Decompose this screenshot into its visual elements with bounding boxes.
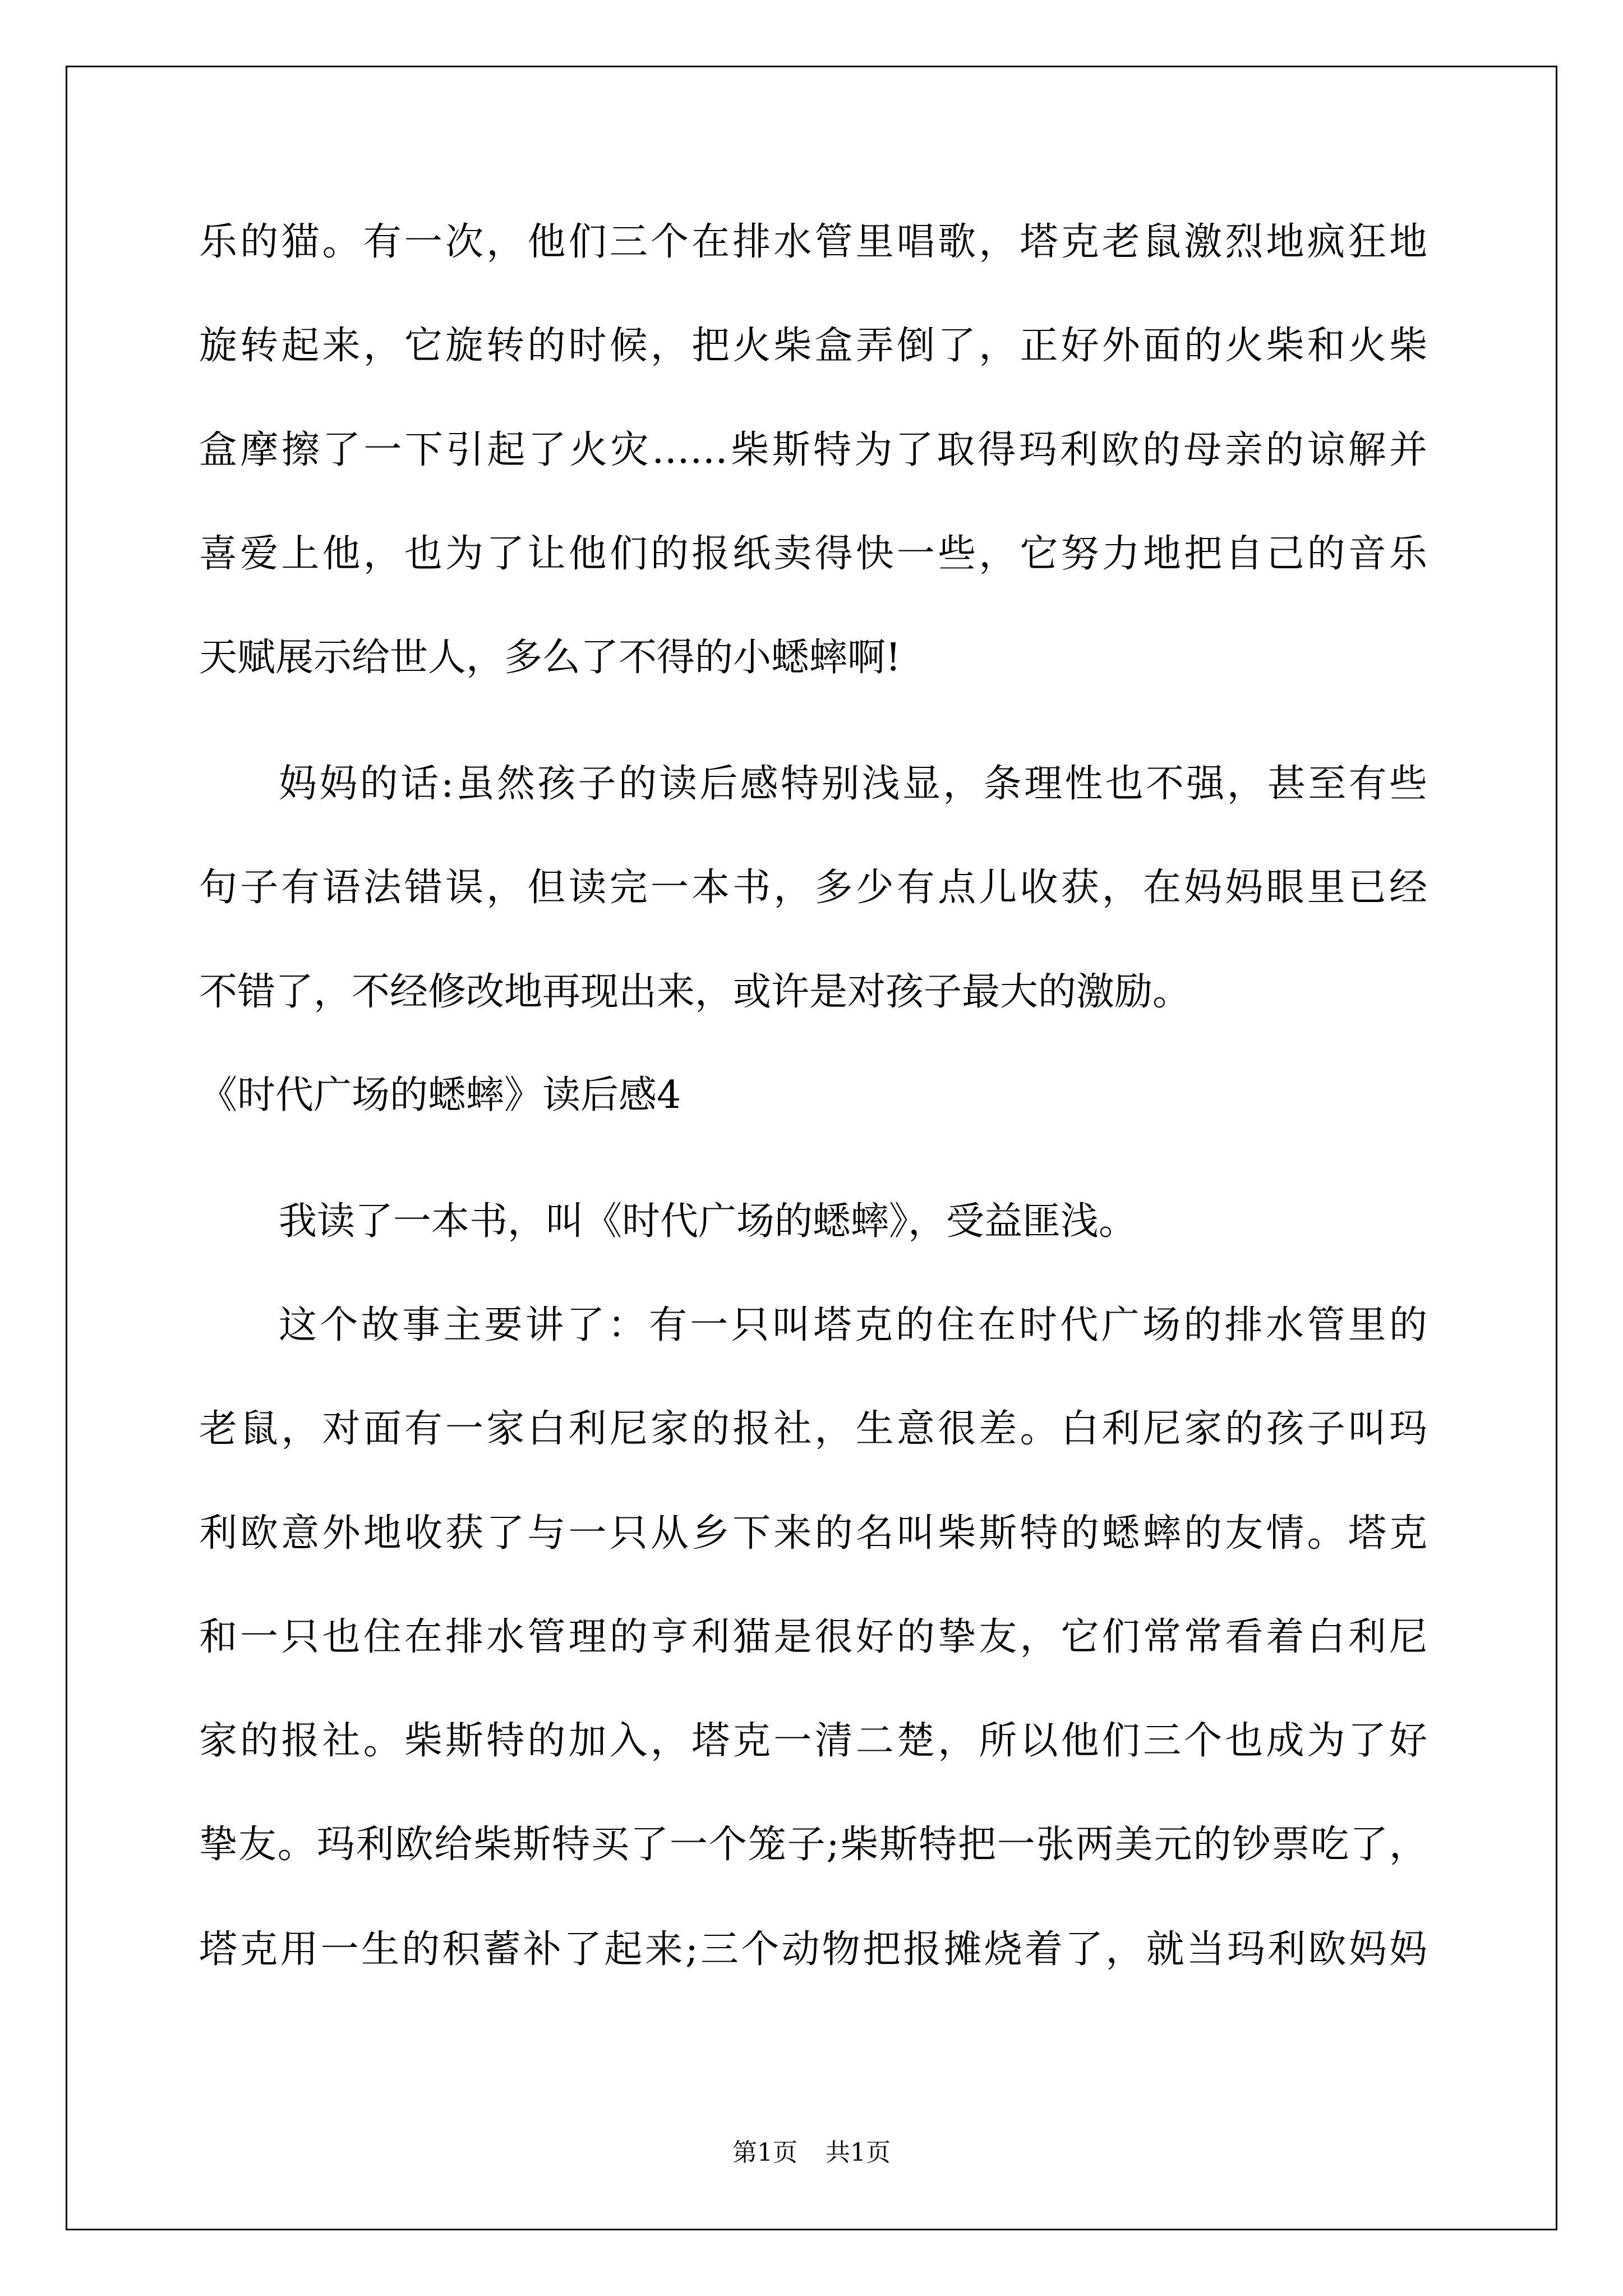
text-line: 旋转起来，它旋转的时候，把火柴盒弄倒了，正好外面的火柴和火柴 <box>199 324 1427 368</box>
page-total: 共1页 <box>826 2138 891 2167</box>
text-line: 塔克用一生的积蓄补了起来;三个动物把报摊烧着了，就当玛利欧妈妈 <box>199 1927 1427 1972</box>
text-line: 和一只也住在排水管理的亨利猫是很好的挚友，它们常常看着白利尼 <box>199 1615 1427 1659</box>
text-line: 挚友。玛利欧给柴斯特买了一个笼子;柴斯特把一张两美元的钞票吃了， <box>199 1823 1427 1867</box>
text-line: 天赋展示给世人，多么了不得的小蟋蟀啊! <box>199 636 901 680</box>
section-heading: 《时代广场的蟋蟀》读后感4 <box>199 1073 681 1117</box>
page-border <box>66 66 1557 2230</box>
text-line: 家的报社。柴斯特的加入，塔克一清二楚，所以他们三个也成为了好 <box>199 1719 1427 1763</box>
text-line: 乐的猫。有一次，他们三个在排水管里唱歌，塔克老鼠激烈地疯狂地 <box>199 220 1427 264</box>
paragraph-start-line: 我读了一本书，叫《时代广场的蟋蟀》，受益匪浅。 <box>279 1199 1137 1244</box>
paragraph-start-line: 这个故事主要讲了：有一只叫塔克的住在时代广场的排水管里的 <box>279 1303 1427 1347</box>
text-line: 利欧意外地收获了与一只从乡下来的名叫柴斯特的蟋蟀的友情。塔克 <box>199 1511 1427 1556</box>
text-line: 盒摩擦了一下引起了火灾……柴斯特为了取得玛利欧的母亲的谅解并 <box>199 428 1427 472</box>
text-line: 句子有语法错误，但读完一本书，多少有点儿收获，在妈妈眼里已经 <box>199 866 1427 910</box>
text-line: 不错了，不经修改地再现出来，或许是对孩子最大的激励。 <box>199 970 1191 1014</box>
text-line: 老鼠，对面有一家白利尼家的报社，生意很差。白利尼家的孩子叫玛 <box>199 1407 1427 1451</box>
text-line: 喜爱上他，也为了让他们的报纸卖得快一些，它努力地把自己的音乐 <box>199 532 1427 576</box>
page-footer <box>0 2137 1623 2169</box>
page-number: 第1页 <box>732 2138 797 2167</box>
paragraph-start-line: 妈妈的话:虽然孩子的读后感特别浅显，条理性也不强，甚至有些 <box>279 762 1427 806</box>
